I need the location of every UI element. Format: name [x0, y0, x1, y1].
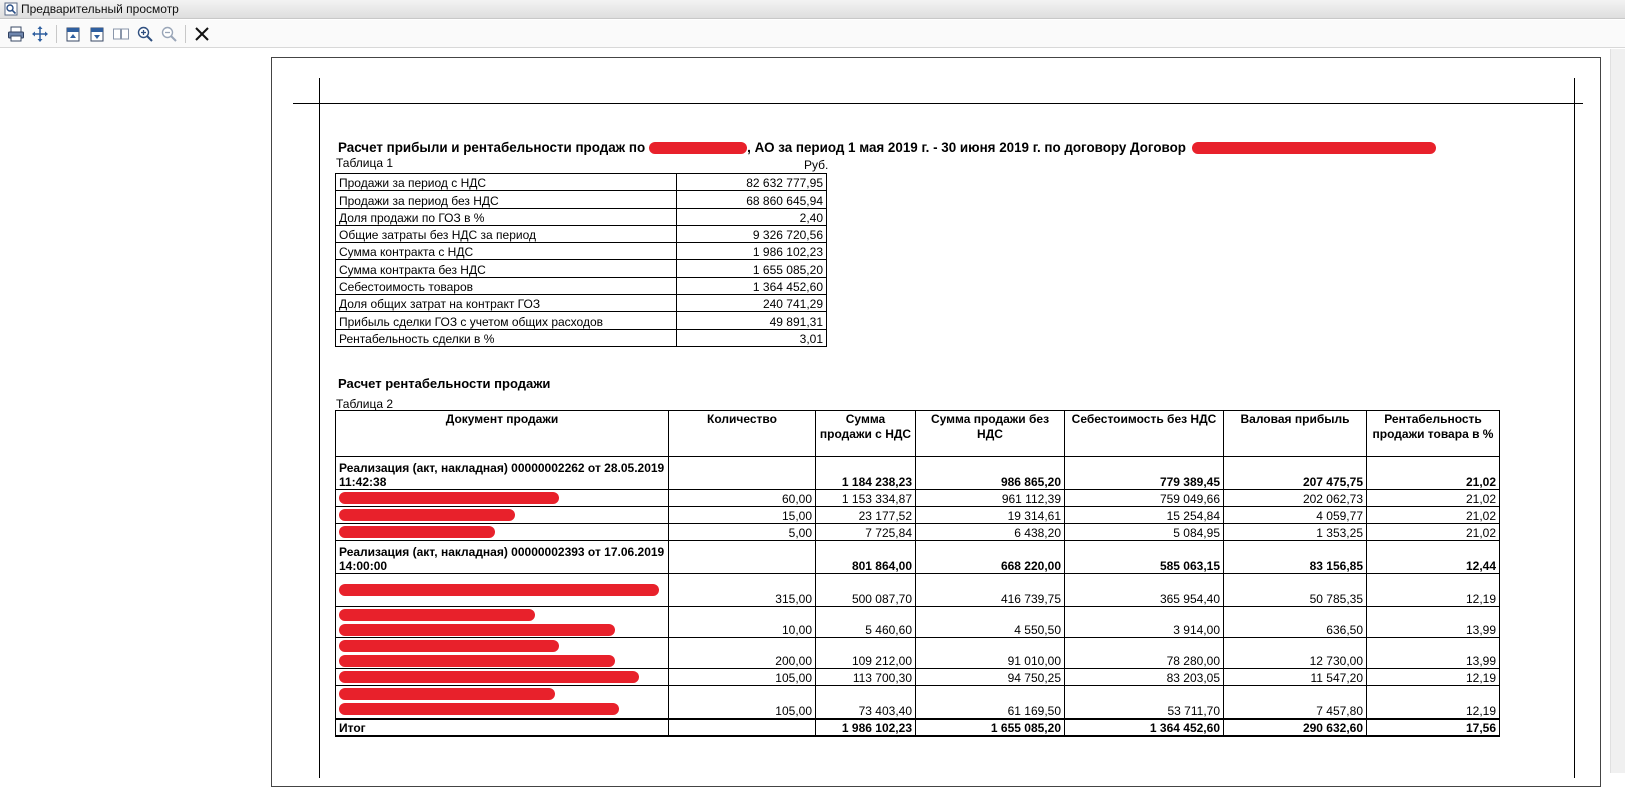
title-bar — [0, 0, 1625, 19]
redaction-mark — [339, 640, 559, 652]
value-cell-sum-vat: 801 864,00 — [816, 541, 916, 574]
document-cell: Реализация (акт, накладная) 00000002262 от 28.05.2019 11:42:38 — [336, 457, 669, 490]
value-cell-profit: 12 730,00 — [1224, 638, 1367, 669]
summary-label: Сумма контракта без НДС — [336, 260, 677, 277]
printer-icon — [7, 25, 25, 43]
value-cell-profit: 4 059,77 — [1224, 507, 1367, 524]
summary-value: 240 741,29 — [677, 295, 827, 312]
document-cell — [336, 574, 669, 607]
value-cell-profit: 50 785,35 — [1224, 574, 1367, 607]
value-cell-qty: 315,00 — [669, 574, 816, 607]
document-group-row — [336, 541, 1500, 574]
column-header: Количество — [669, 411, 816, 457]
two-pages-icon — [112, 25, 130, 43]
redaction-mark — [339, 655, 615, 667]
value-cell-cost: 15 254,84 — [1065, 507, 1224, 524]
summary-label: Рентабельность сделки в % — [336, 329, 677, 346]
toolbar-separator — [56, 25, 57, 43]
preview-toolbar — [0, 20, 1625, 48]
value-cell-margin: 12,19 — [1367, 686, 1500, 719]
document-cell — [336, 607, 669, 638]
summary-label: Прибыль сделки ГОЗ с учетом общих расходов — [336, 312, 677, 329]
report-page — [271, 57, 1601, 787]
product-row — [336, 607, 1500, 638]
value-cell-cost: 365 954,40 — [1065, 574, 1224, 607]
zoom-in-button[interactable] — [133, 22, 157, 46]
column-header: Рентабельность продажи товара в % — [1367, 411, 1500, 457]
column-header: Себестоимость без НДС — [1065, 411, 1224, 457]
table-header-row — [336, 411, 1500, 457]
product-row — [336, 524, 1500, 541]
value-cell-profit: 202 062,73 — [1224, 490, 1367, 507]
value-cell-qty: 105,00 — [669, 669, 816, 686]
value-cell-sum-vat: 1 184 238,23 — [816, 457, 916, 490]
value-cell-profit: 636,50 — [1224, 607, 1367, 638]
summary-row — [336, 243, 827, 260]
value-cell-qty — [669, 457, 816, 490]
next-page-button[interactable] — [85, 22, 109, 46]
value-cell-profit: 83 156,85 — [1224, 541, 1367, 574]
summary-row — [336, 191, 827, 208]
value-cell-sum-novat: 6 438,20 — [916, 524, 1065, 541]
value-cell-margin: 21,02 — [1367, 524, 1500, 541]
summary-row — [336, 225, 827, 242]
document-cell — [336, 686, 669, 719]
redaction-mark — [339, 609, 535, 621]
table2-title: Расчет рентабельности продажи — [338, 376, 551, 391]
value-cell-sum-vat: 23 177,52 — [816, 507, 916, 524]
value-cell-qty: 15,00 — [669, 507, 816, 524]
two-pages-button[interactable] — [109, 22, 133, 46]
close-icon — [193, 25, 211, 43]
total-row — [336, 719, 1500, 736]
total-cell-margin: 17,56 — [1367, 719, 1500, 736]
value-cell-sum-novat: 961 112,39 — [916, 490, 1065, 507]
value-cell-sum-novat: 19 314,61 — [916, 507, 1065, 524]
value-cell-profit: 11 547,20 — [1224, 669, 1367, 686]
page-margin-line — [1574, 78, 1575, 778]
value-cell-cost: 78 280,00 — [1065, 638, 1224, 669]
value-cell-cost: 585 063,15 — [1065, 541, 1224, 574]
summary-value: 1 655 085,20 — [677, 260, 827, 277]
document-cell — [336, 638, 669, 669]
product-row — [336, 574, 1500, 607]
value-cell-margin: 13,99 — [1367, 607, 1500, 638]
value-cell-margin: 12,19 — [1367, 574, 1500, 607]
value-cell-profit: 207 475,75 — [1224, 457, 1367, 490]
summary-label: Продажи за период без НДС — [336, 191, 677, 208]
preview-workspace — [0, 49, 1625, 773]
column-header: Документ продажи — [336, 411, 669, 457]
value-cell-margin: 21,02 — [1367, 457, 1500, 490]
value-cell-sum-vat: 500 087,70 — [816, 574, 916, 607]
summary-value: 1 986 102,23 — [677, 243, 827, 260]
value-cell-qty: 5,00 — [669, 524, 816, 541]
product-row — [336, 490, 1500, 507]
print-button[interactable] — [4, 22, 28, 46]
value-cell-margin: 12,44 — [1367, 541, 1500, 574]
value-cell-sum-vat: 1 153 334,87 — [816, 490, 916, 507]
value-cell-margin: 21,02 — [1367, 490, 1500, 507]
value-cell-qty: 105,00 — [669, 686, 816, 719]
redaction-mark — [339, 671, 639, 683]
document-group-row — [336, 457, 1500, 490]
summary-value: 9 326 720,56 — [677, 225, 827, 242]
column-header: Сумма продажи с НДС — [816, 411, 916, 457]
side-panel — [0, 49, 270, 773]
summary-row — [336, 208, 827, 225]
redaction-mark — [339, 584, 659, 596]
redaction-mark — [339, 526, 495, 538]
summary-label: Себестоимость товаров — [336, 277, 677, 294]
value-cell-sum-vat: 109 212,00 — [816, 638, 916, 669]
summary-value: 68 860 645,94 — [677, 191, 827, 208]
value-cell-sum-vat: 113 700,30 — [816, 669, 916, 686]
summary-row — [336, 312, 827, 329]
document-cell: Реализация (акт, накладная) 00000002393 от 17.06.2019 14:00:00 — [336, 541, 669, 574]
column-header: Сумма продажи без НДС — [916, 411, 1065, 457]
value-cell-profit: 7 457,80 — [1224, 686, 1367, 719]
table1-caption: Таблица 1 — [336, 156, 394, 170]
report-title-prefix: Расчет прибыли и рентабельности продаж по — [338, 140, 646, 155]
redaction-mark — [339, 703, 619, 715]
summary-row — [336, 329, 827, 346]
value-cell-sum-novat: 94 750,25 — [916, 669, 1065, 686]
summary-value: 1 364 452,60 — [677, 277, 827, 294]
value-cell-margin: 12,19 — [1367, 669, 1500, 686]
total-cell-sum-vat: 1 986 102,23 — [816, 719, 916, 736]
summary-label: Продажи за период с НДС — [336, 174, 677, 191]
redaction-mark — [649, 142, 747, 154]
total-label: Итог — [336, 719, 669, 736]
summary-row — [336, 174, 827, 191]
summary-table — [335, 173, 827, 347]
toolbar-separator — [185, 25, 186, 43]
column-header: Валовая прибыль — [1224, 411, 1367, 457]
value-cell-cost: 83 203,05 — [1065, 669, 1224, 686]
redaction-mark — [339, 688, 555, 700]
value-cell-profit: 1 353,25 — [1224, 524, 1367, 541]
value-cell-sum-novat: 668 220,00 — [916, 541, 1065, 574]
product-row — [336, 507, 1500, 524]
total-cell-cost: 1 364 452,60 — [1065, 719, 1224, 736]
summary-value: 82 632 777,95 — [677, 174, 827, 191]
document-cell — [336, 490, 669, 507]
redaction-mark — [1192, 142, 1436, 154]
value-cell-sum-vat: 73 403,40 — [816, 686, 916, 719]
vertical-scrollbar[interactable] — [1610, 49, 1625, 773]
document-cell — [336, 507, 669, 524]
page-prev-icon — [64, 25, 82, 43]
zoom-in-icon — [136, 25, 154, 43]
move-arrows-icon — [31, 25, 49, 43]
value-cell-qty: 10,00 — [669, 607, 816, 638]
summary-value: 3,01 — [677, 329, 827, 346]
report-title-middle: , АО за период 1 мая 2019 г. - 30 июня 2019 г. по договору Договор — [747, 140, 1186, 155]
value-cell-sum-novat: 61 169,50 — [916, 686, 1065, 719]
summary-row — [336, 277, 827, 294]
summary-label: Доля продажи по ГОЗ в % — [336, 208, 677, 225]
fit-page-button[interactable] — [28, 22, 52, 46]
value-cell-cost: 779 389,45 — [1065, 457, 1224, 490]
report-title — [338, 140, 1436, 155]
redaction-mark — [339, 509, 515, 521]
summary-label: Доля общих затрат на контракт ГОЗ — [336, 295, 677, 312]
value-cell-sum-novat: 91 010,00 — [916, 638, 1065, 669]
value-cell-sum-novat: 416 739,75 — [916, 574, 1065, 607]
summary-label: Общие затраты без НДС за период — [336, 225, 677, 242]
value-cell-cost: 759 049,66 — [1065, 490, 1224, 507]
redaction-mark — [339, 624, 615, 636]
summary-label: Сумма контракта с НДС — [336, 243, 677, 260]
summary-value: 49 891,31 — [677, 312, 827, 329]
summary-row — [336, 295, 827, 312]
value-cell-qty: 60,00 — [669, 490, 816, 507]
magnifier-window-icon — [4, 2, 18, 16]
prev-page-button[interactable] — [61, 22, 85, 46]
close-button[interactable] — [190, 22, 214, 46]
summary-row — [336, 260, 827, 277]
value-cell-cost: 3 914,00 — [1065, 607, 1224, 638]
summary-value: 2,40 — [677, 208, 827, 225]
window-title: Предварительный просмотр — [21, 2, 179, 16]
value-cell-sum-novat: 4 550,50 — [916, 607, 1065, 638]
product-row — [336, 669, 1500, 686]
value-cell-margin: 21,02 — [1367, 507, 1500, 524]
zoom-out-icon — [160, 25, 178, 43]
value-cell-cost: 53 711,70 — [1065, 686, 1224, 719]
value-cell-sum-vat: 5 460,60 — [816, 607, 916, 638]
page-next-icon — [88, 25, 106, 43]
value-cell-cost: 5 084,95 — [1065, 524, 1224, 541]
document-cell — [336, 669, 669, 686]
value-cell-sum-vat: 7 725,84 — [816, 524, 916, 541]
total-cell-profit: 290 632,60 — [1224, 719, 1367, 736]
value-cell-qty: 200,00 — [669, 638, 816, 669]
redaction-mark — [339, 492, 559, 504]
zoom-out-button[interactable] — [157, 22, 181, 46]
page-margin-line — [293, 103, 1583, 104]
total-cell-qty — [669, 719, 816, 736]
total-cell-sum-novat: 1 655 085,20 — [916, 719, 1065, 736]
value-cell-margin: 13,99 — [1367, 638, 1500, 669]
value-cell-sum-novat: 986 865,20 — [916, 457, 1065, 490]
value-cell-qty — [669, 541, 816, 574]
page-margin-line — [319, 78, 320, 778]
sales-table — [335, 410, 1500, 737]
product-row — [336, 686, 1500, 719]
document-cell — [336, 524, 669, 541]
product-row — [336, 638, 1500, 669]
table2-caption: Таблица 2 — [336, 397, 394, 411]
currency-label: Руб. — [804, 158, 829, 172]
